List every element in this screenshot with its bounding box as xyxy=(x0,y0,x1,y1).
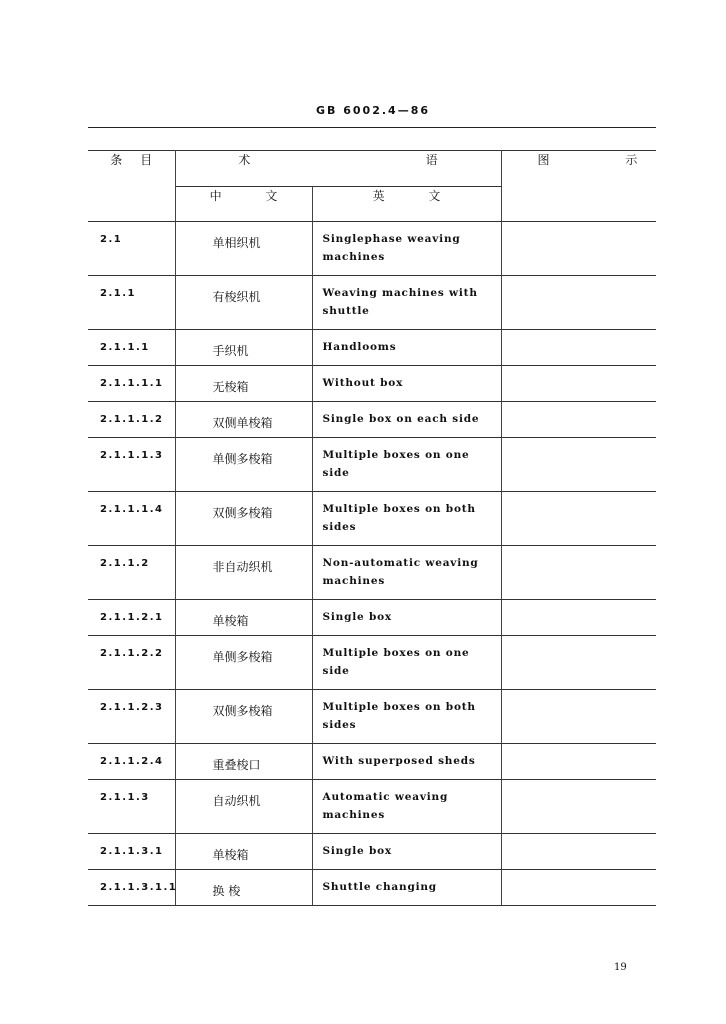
figure-cell xyxy=(501,276,656,330)
table-row xyxy=(88,546,656,600)
table-row xyxy=(88,402,656,438)
chinese-term-cell: 手织机 xyxy=(175,330,312,366)
english-term-cell: Shuttle changing xyxy=(312,870,501,906)
header-rule xyxy=(88,127,656,128)
clause-cell: 2.1.1.3.1.1 xyxy=(88,870,175,906)
english-term-cell: Handlooms xyxy=(312,330,501,366)
table-row xyxy=(88,222,656,276)
english-term-cell: Multiple boxes on both sides xyxy=(312,690,501,744)
english-term-cell: Non-automatic weaving machines xyxy=(312,546,501,600)
page-number: 19 xyxy=(614,962,627,973)
clause-cell: 2.1.1.1.2 xyxy=(88,402,175,438)
table-row xyxy=(88,870,656,906)
clause-cell: 2.1.1.2 xyxy=(88,546,175,600)
clause-cell: 2.1.1.2.2 xyxy=(88,636,175,690)
chinese-term-cell: 双侧多梭箱 xyxy=(175,492,312,546)
clause-cell: 2.1.1.1.4 xyxy=(88,492,175,546)
figure-cell xyxy=(501,834,656,870)
figure-cell xyxy=(501,870,656,906)
clause-cell: 2.1 xyxy=(88,222,175,276)
figure-cell xyxy=(501,330,656,366)
figure-cell xyxy=(501,546,656,600)
header-term: 术 语 xyxy=(175,151,501,187)
english-term-cell: Single box xyxy=(312,600,501,636)
figure-cell xyxy=(501,402,656,438)
figure-cell xyxy=(501,690,656,744)
chinese-term-cell: 有梭织机 xyxy=(175,276,312,330)
english-term-cell: Multiple boxes on both sides xyxy=(312,492,501,546)
english-term-cell: Singlephase weaving machines xyxy=(312,222,501,276)
table-row xyxy=(88,690,656,744)
chinese-term-cell: 无梭箱 xyxy=(175,366,312,402)
header-chinese: 中 文 xyxy=(175,186,312,222)
english-term-cell: Single box xyxy=(312,834,501,870)
chinese-term-cell: 自动织机 xyxy=(175,780,312,834)
table-header xyxy=(88,151,674,222)
figure-cell xyxy=(501,744,656,780)
table-row xyxy=(88,492,656,546)
english-term-cell: Automatic weaving machines xyxy=(312,780,501,834)
table-row xyxy=(88,366,656,402)
english-term-cell: Multiple boxes on one side xyxy=(312,636,501,690)
clause-cell: 2.1.1.3.1 xyxy=(88,834,175,870)
document-code: GB 6002.4—86 xyxy=(316,104,430,117)
chinese-term-cell: 双侧单梭箱 xyxy=(175,402,312,438)
figure-cell xyxy=(501,366,656,402)
clause-cell: 2.1.1.2.3 xyxy=(88,690,175,744)
table-row xyxy=(88,636,656,690)
clause-cell: 2.1.1 xyxy=(88,276,175,330)
table-row xyxy=(88,330,656,366)
english-term-cell: With superposed sheds xyxy=(312,744,501,780)
clause-cell: 2.1.1.2.1 xyxy=(88,600,175,636)
table-row xyxy=(88,834,656,870)
clause-cell: 2.1.1.1 xyxy=(88,330,175,366)
figure-cell xyxy=(501,600,656,636)
chinese-term-cell: 单侧多梭箱 xyxy=(175,438,312,492)
clause-cell: 2.1.1.3 xyxy=(88,780,175,834)
chinese-term-cell: 双侧多梭箱 xyxy=(175,690,312,744)
table-row xyxy=(88,438,656,492)
chinese-term-cell: 单相织机 xyxy=(175,222,312,276)
chinese-term-cell: 重叠梭口 xyxy=(175,744,312,780)
english-term-cell: Multiple boxes on one side xyxy=(312,438,501,492)
terms-table xyxy=(88,150,674,906)
chinese-term-cell: 换 梭 xyxy=(175,870,312,906)
figure-cell xyxy=(501,222,656,276)
figure-cell xyxy=(501,438,656,492)
clause-cell: 2.1.1.1.1 xyxy=(88,366,175,402)
table-row xyxy=(88,276,656,330)
table-row xyxy=(88,744,656,780)
figure-cell xyxy=(501,636,656,690)
header-figure: 图 示 xyxy=(501,151,656,222)
table-row xyxy=(88,780,656,834)
figure-cell xyxy=(501,492,656,546)
header-clause: 条目 xyxy=(88,151,175,222)
header-english: 英 文 xyxy=(312,186,501,222)
clause-cell: 2.1.1.2.4 xyxy=(88,744,175,780)
table-body xyxy=(88,222,656,906)
chinese-term-cell: 单梭箱 xyxy=(175,600,312,636)
clause-cell: 2.1.1.1.3 xyxy=(88,438,175,492)
figure-cell xyxy=(501,780,656,834)
table-row xyxy=(88,600,656,636)
chinese-term-cell: 非自动织机 xyxy=(175,546,312,600)
english-term-cell: Without box xyxy=(312,366,501,402)
chinese-term-cell: 单梭箱 xyxy=(175,834,312,870)
english-term-cell: Single box on each side xyxy=(312,402,501,438)
chinese-term-cell: 单侧多梭箱 xyxy=(175,636,312,690)
english-term-cell: Weaving machines with shuttle xyxy=(312,276,501,330)
